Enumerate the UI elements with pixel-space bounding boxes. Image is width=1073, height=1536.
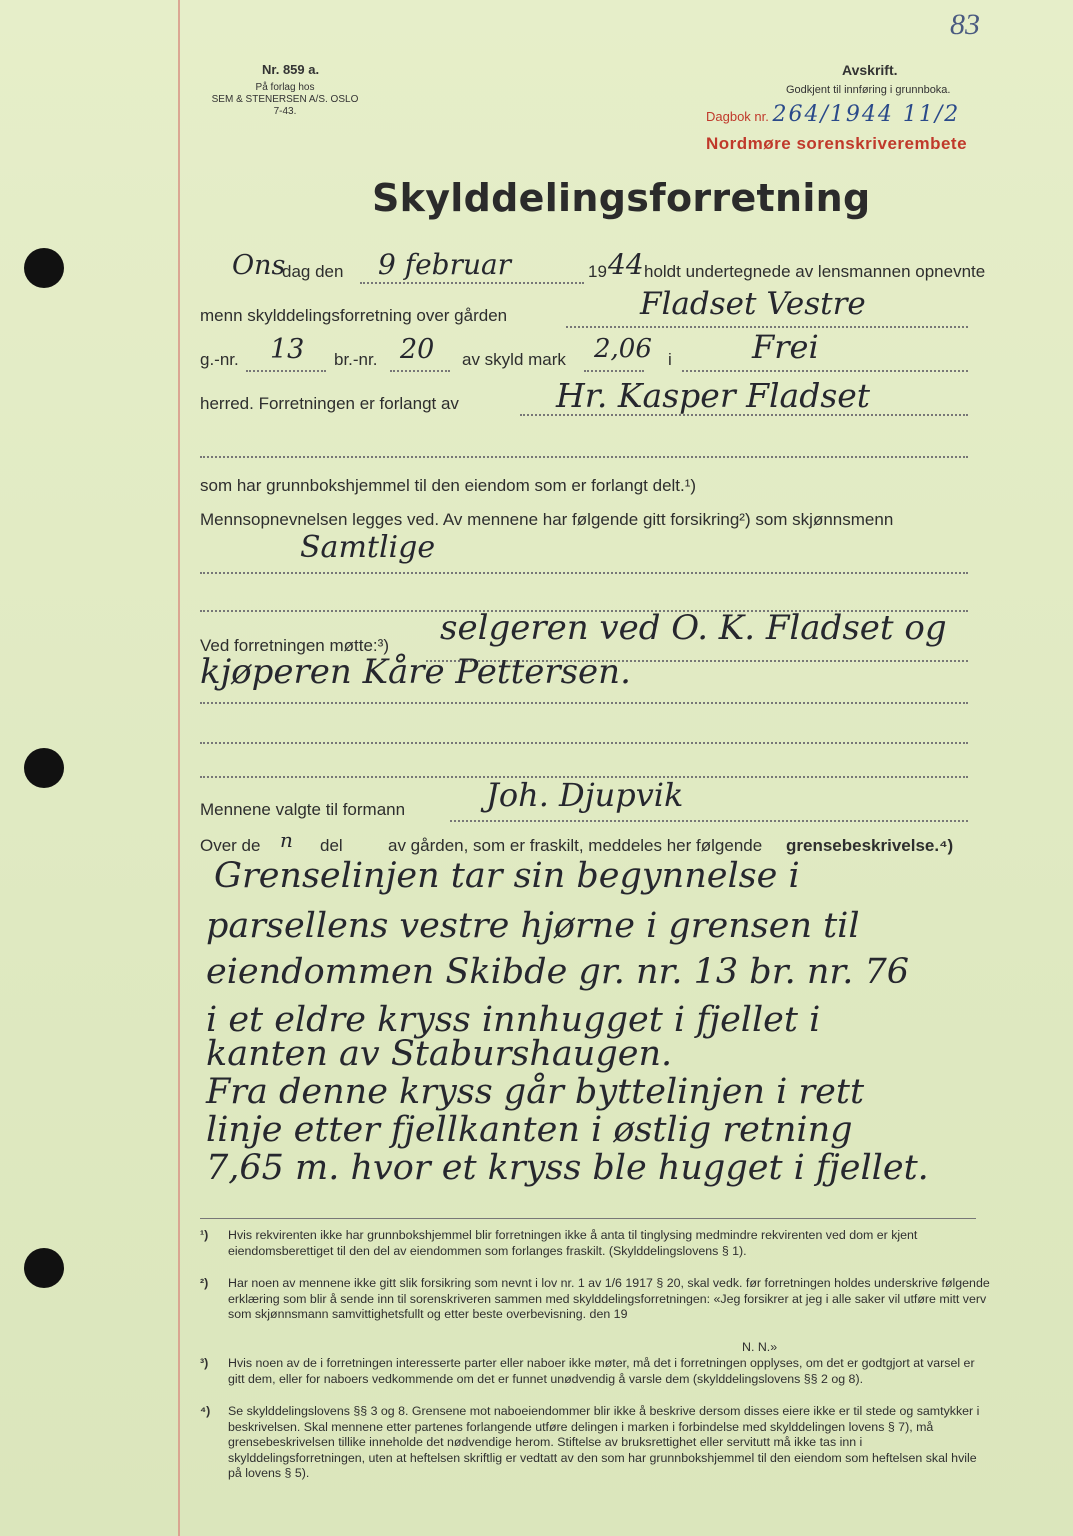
row4-text: herred. Forretningen er forlangt av: [200, 394, 459, 413]
nn-signature: N. N.»: [742, 1340, 778, 1354]
description-line: linje etter fjellkanten i østlig retning: [206, 1110, 853, 1150]
punch-hole: [24, 1248, 64, 1288]
year-prefix: 19: [588, 262, 607, 281]
part-handwritten: n: [280, 828, 293, 852]
row5-text: som har grunnbokshjemmel til den eiendom som er forlangt delt.¹): [200, 476, 697, 495]
dotted-line: [200, 742, 968, 744]
dotted-line: [584, 370, 644, 372]
description-line: kanten av Staburshaugen.: [206, 1034, 673, 1074]
description-line: eiendommen Skibde gr. nr. 13 br. nr. 76: [206, 952, 910, 992]
row9-text: av gården, som er fraskilt, meddeles her følgende: [388, 836, 763, 855]
footnote: [200, 1356, 990, 1387]
footnote-text: Hvis rekvirenten ikke har grunnbokshjemmel blir forretningen ikke å anta til tinglysing medmindre rekvirenten ved dom er kjent eiendomsberettiget til den del av eiendommen som forlanges fraskilt. (Skylddelingslovens § 1).: [228, 1228, 918, 1258]
footnote: [200, 1404, 990, 1482]
skyld-handwritten: 2,06: [594, 334, 652, 364]
footnote: [200, 1228, 990, 1259]
page-number: 83: [950, 8, 980, 41]
footnote-mark: ³): [200, 1356, 209, 1370]
dagbok-number: 264/1944 11/2: [772, 102, 961, 127]
footnote: [200, 1276, 990, 1323]
avskrift-label: Avskrift.: [842, 62, 898, 78]
footnote-ref: ⁴): [939, 836, 954, 855]
office-stamp: Nordmøre sorenskriverembete: [706, 134, 968, 153]
printer-line: På forlag hos: [255, 82, 315, 93]
dotted-line: [200, 572, 968, 574]
boundary-heading-text: grensebeskrivelse.: [786, 836, 940, 855]
year-handwritten: 44: [608, 248, 644, 281]
i-label: i: [668, 350, 672, 369]
description-line: Grenselinjen tar sin begynnelse i: [214, 856, 800, 896]
dotted-line: [390, 370, 450, 372]
row9-prefix: Over de: [200, 836, 261, 855]
requester-handwritten: Hr. Kasper Fladset: [556, 376, 871, 415]
dotted-line: [360, 282, 584, 284]
dotted-line: [450, 820, 968, 822]
row9-del: del: [320, 836, 343, 855]
printer-info: [200, 82, 370, 118]
dagbok-label: Dagbok nr.: [706, 109, 769, 124]
footnote-mark: ¹): [200, 1228, 209, 1242]
dotted-line: [200, 456, 968, 458]
printer-line: SEM & STENERSEN A/S. OSLO: [211, 94, 359, 105]
description-line: i et eldre kryss innhugget i fjellet i: [206, 1000, 821, 1040]
skyld-label: av skyld mark: [462, 350, 566, 369]
chairman-handwritten: Joh. Djupvik: [486, 776, 684, 814]
bnr-handwritten: 20: [400, 334, 435, 365]
farm-name-handwritten: Fladset Vestre: [640, 286, 866, 322]
red-margin-line: [178, 0, 180, 1536]
dotted-line: [682, 370, 968, 372]
gnr-handwritten: 13: [270, 334, 305, 365]
punch-hole: [24, 248, 64, 288]
form-number: Nr. 859 a.: [262, 62, 320, 77]
printer-line: 7-43.: [273, 106, 297, 117]
description-line: parsellens vestre hjørne i grensen til: [206, 906, 860, 946]
gnr-label: g.-nr.: [200, 350, 239, 369]
sworn-men-handwritten: Samtlige: [300, 530, 436, 565]
footnote-mark: ⁴): [200, 1404, 211, 1418]
chairman-label: Mennene valgte til formann: [200, 800, 406, 819]
bnr-label: br.-nr.: [334, 350, 378, 369]
footnote-separator: [200, 1218, 976, 1219]
footnote-text: Har noen av mennene ikke gitt slik forsikring som nevnt i lov nr. 1 av 1/6 1917 § 20, skal vedk. før forretningen holdes underskrive følgende erklæring som blir å sende inn til sorenskriveren sammen med skylddelingsforretningen: «Jeg forsikrer at jeg i alle saker vil utføre mitt verv som skjønnsmann samvittighetsfullt og etter beste overbevisning. den 19: [228, 1276, 990, 1321]
attendees-label: Ved forretningen møtte:³): [200, 636, 389, 655]
attendees-line2-handwritten: kjøperen Kåre Pettersen.: [200, 652, 631, 692]
description-line: 7,65 m. hvor et kryss ble hugget i fjellet.: [206, 1148, 929, 1188]
footnote-mark: ²): [200, 1276, 209, 1290]
row2-text: menn skylddelingsforretning over gården: [200, 306, 508, 325]
date-handwritten: 9 februar: [378, 248, 512, 281]
weekday-handwritten: Ons: [232, 250, 286, 281]
footnote-text: Se skylddelingslovens §§ 3 og 8. Grensene mot naboeiendommer blir ikke å beskrive dersom disses eiere ikke er til stede og samtykker i beskrivelsen. Skal mennene etter partenes forlangende utføre delingen i marken i forbindelse med skylddelingen lovens § 7), må grensebeskrivelsen tillike inneholde det nødvendige herom. Stiftelse av bruksrettighet eller servitutt må ikke tas inn i skylddelingsforretningen, uten at heftelsen skriftlig er vedtatt av den som har grunnbokshjemmel til den eiendom som heftelsen skal hvile på lovens § 5).: [228, 1404, 980, 1480]
document-title: Skylddelingsforretning: [372, 176, 871, 220]
row1-text: holdt undertegnede av lensmannen opnevnte: [644, 262, 986, 281]
footnote-text: Hvis noen av de i forretningen interesserte parter eller naboer ikke møter, må det i forretningen opplyses, om det er godtgjort at varsel er gitt dem, eller for naboers vedkommende om det er funnet unødvendig å varsle dem (skylddelingslovens §§ 2 og 8).: [228, 1356, 975, 1386]
boundary-heading: [786, 836, 953, 856]
dotted-line: [200, 702, 968, 704]
herred-handwritten: Frei: [752, 328, 819, 366]
description-line: Fra denne kryss går byttelinjen i rett: [206, 1072, 865, 1112]
row6-text: Mennsopnevnelsen legges ved. Av mennene har følgende gitt forsikring²) som skjønnsmenn: [200, 510, 894, 529]
dagbok-stamp: [706, 102, 960, 127]
attendees-line1-handwritten: selgeren ved O. K. Fladset og: [440, 608, 947, 648]
dotted-line: [246, 370, 326, 372]
date-label: dag den: [282, 262, 344, 281]
punch-hole: [24, 748, 64, 788]
godkjent-label: Godkjent til innføring i grunnboka.: [786, 84, 951, 96]
